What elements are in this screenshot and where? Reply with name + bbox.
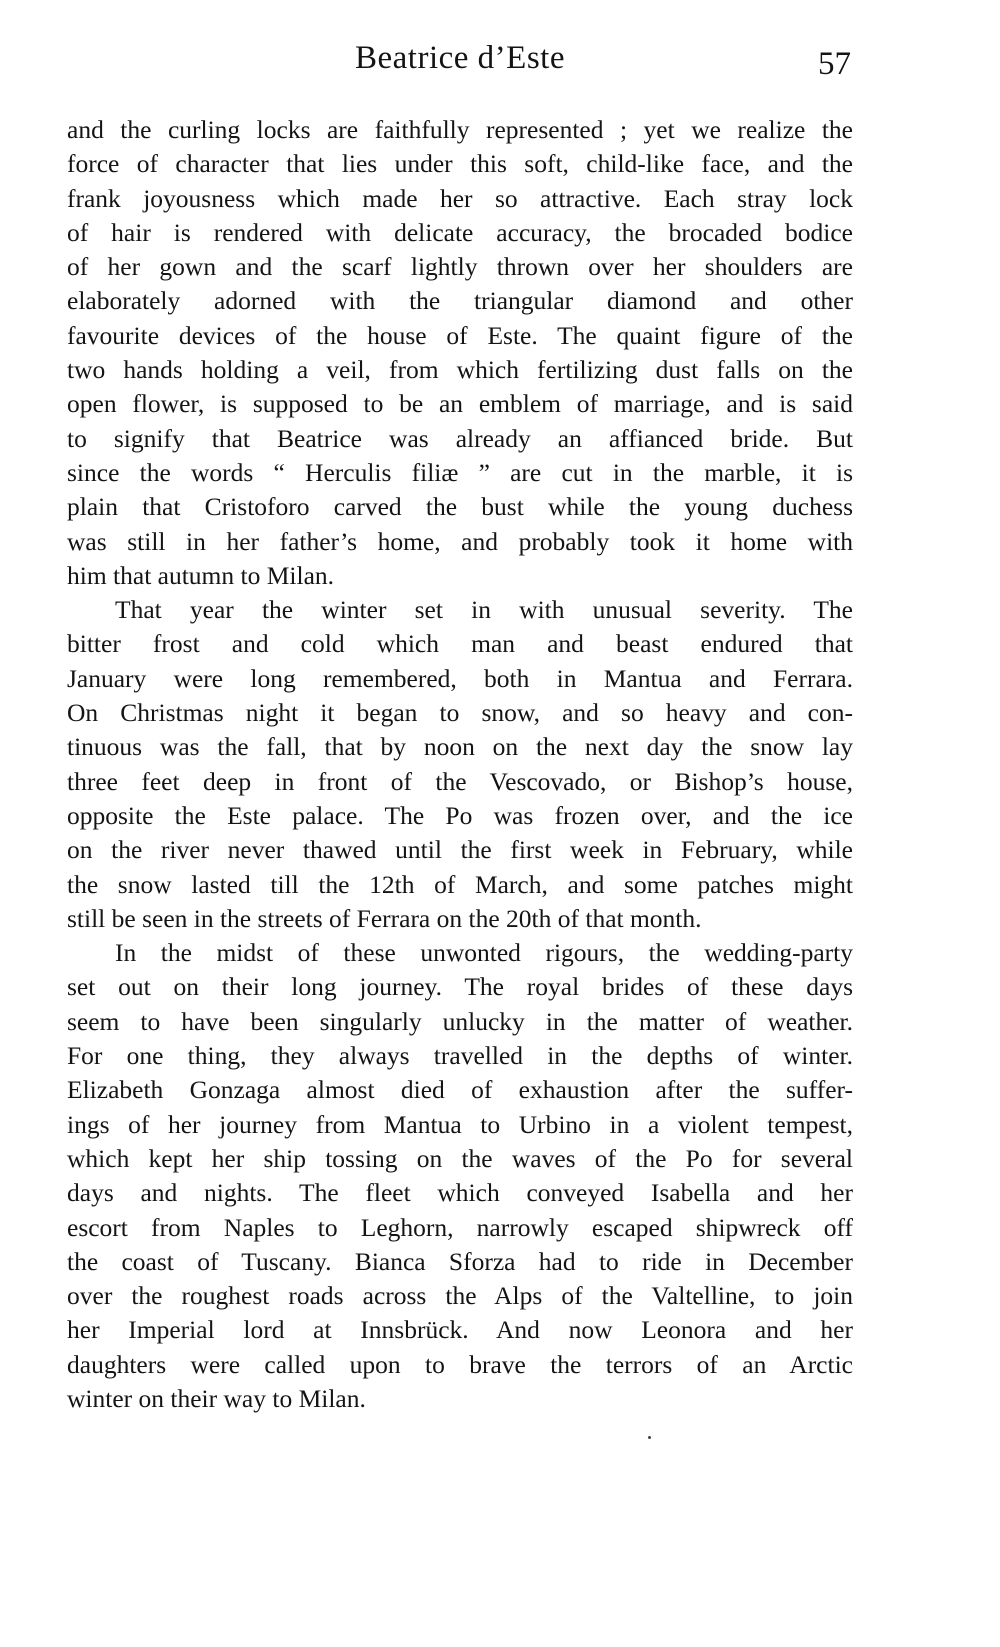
text-line: favourite devices of the house of Este. The quaint figure of the <box>67 320 853 350</box>
text-line: to signify that Beatrice was already an affianced bride. But <box>67 423 853 453</box>
text-line: opposite the Este palace. The Po was frozen over, and the ice <box>67 800 853 830</box>
text-line: January were long remembered, both in Mantua and Ferrara. <box>67 663 853 693</box>
text-line: ings of her journey from Mantua to Urbino in a violent tempest, <box>67 1109 853 1139</box>
text-line: elaborately adorned with the triangular diamond and other <box>67 286 853 316</box>
text-line: her Imperial lord at Innsbrück. And now Leonora and her <box>67 1315 853 1345</box>
body-text <box>67 113 853 1416</box>
text-line: over the roughest roads across the Alps of the Valtelline, to join <box>67 1281 853 1311</box>
text-line: Elizabeth Gonzaga almost died of exhaustion after the suffer- <box>67 1075 853 1105</box>
paragraph <box>67 936 853 1416</box>
paragraph <box>67 113 853 593</box>
text-line: two hands holding a veil, from which fertilizing dust falls on the <box>67 355 853 385</box>
text-line: escort from Naples to Leghorn, narrowly escaped shipwreck off <box>67 1212 853 1242</box>
text-line: force of character that lies under this soft, child-like face, and the <box>67 149 853 179</box>
page-number: 57 <box>818 46 851 82</box>
text-line: On Christmas night it began to snow, and so heavy and con- <box>67 698 853 728</box>
text-line: three feet deep in front of the Vescovado, or Bishop’s house, <box>67 766 853 796</box>
text-line: which kept her ship tossing on the waves of the Po for several <box>67 1143 853 1173</box>
text-line: him that autumn to Milan. <box>67 560 335 590</box>
text-line: the coast of Tuscany. Bianca Sforza had to ride in December <box>67 1246 853 1276</box>
paragraph <box>67 593 853 936</box>
text-line: seem to have been singularly unlucky in the matter of weather. <box>67 1006 853 1036</box>
text-line: of her gown and the scarf lightly thrown over her shoulders are <box>67 252 853 282</box>
book-page <box>67 0 853 1647</box>
text-line: of hair is rendered with delicate accuracy, the brocaded bodice <box>67 217 853 247</box>
text-line: In the midst of these unwonted rigours, the wedding-party <box>115 938 853 968</box>
text-line: winter on their way to Milan. <box>67 1383 366 1413</box>
text-line: days and nights. The fleet which conveyed Isabella and her <box>67 1178 853 1208</box>
text-line: frank joyousness which made her so attractive. Each stray lock <box>67 183 853 213</box>
text-line: set out on their long journey. The royal brides of these days <box>67 972 853 1002</box>
text-line: open flower, is supposed to be an emblem of marriage, and is said <box>67 389 853 419</box>
text-line: That year the winter set in with unusual severity. The <box>115 595 853 625</box>
text-line: and the curling locks are faithfully represented ; yet we realize the <box>67 115 853 144</box>
text-line: on the river never thawed until the first week in February, while <box>67 835 853 865</box>
running-head <box>67 40 853 90</box>
text-line: daughters were called upon to brave the terrors of an Arctic <box>67 1349 853 1379</box>
running-title: Beatrice d’Este <box>355 40 565 76</box>
text-line: was still in her father’s home, and probably took it home with <box>67 526 853 556</box>
text-line: still be seen in the streets of Ferrara on the 20th of that month. <box>67 903 702 933</box>
text-line: For one thing, they always travelled in the depths of winter. <box>67 1041 853 1071</box>
text-line: since the words “ Herculis filiæ ” are cut in the marble, it is <box>67 457 853 487</box>
ink-speck <box>648 1436 651 1439</box>
text-line: bitter frost and cold which man and beast endured that <box>67 629 853 659</box>
text-line: plain that Cristoforo carved the bust while the young duchess <box>67 492 853 522</box>
text-line: the snow lasted till the 12th of March, and some patches might <box>67 869 853 899</box>
text-line: tinuous was the fall, that by noon on the next day the snow lay <box>67 732 853 762</box>
